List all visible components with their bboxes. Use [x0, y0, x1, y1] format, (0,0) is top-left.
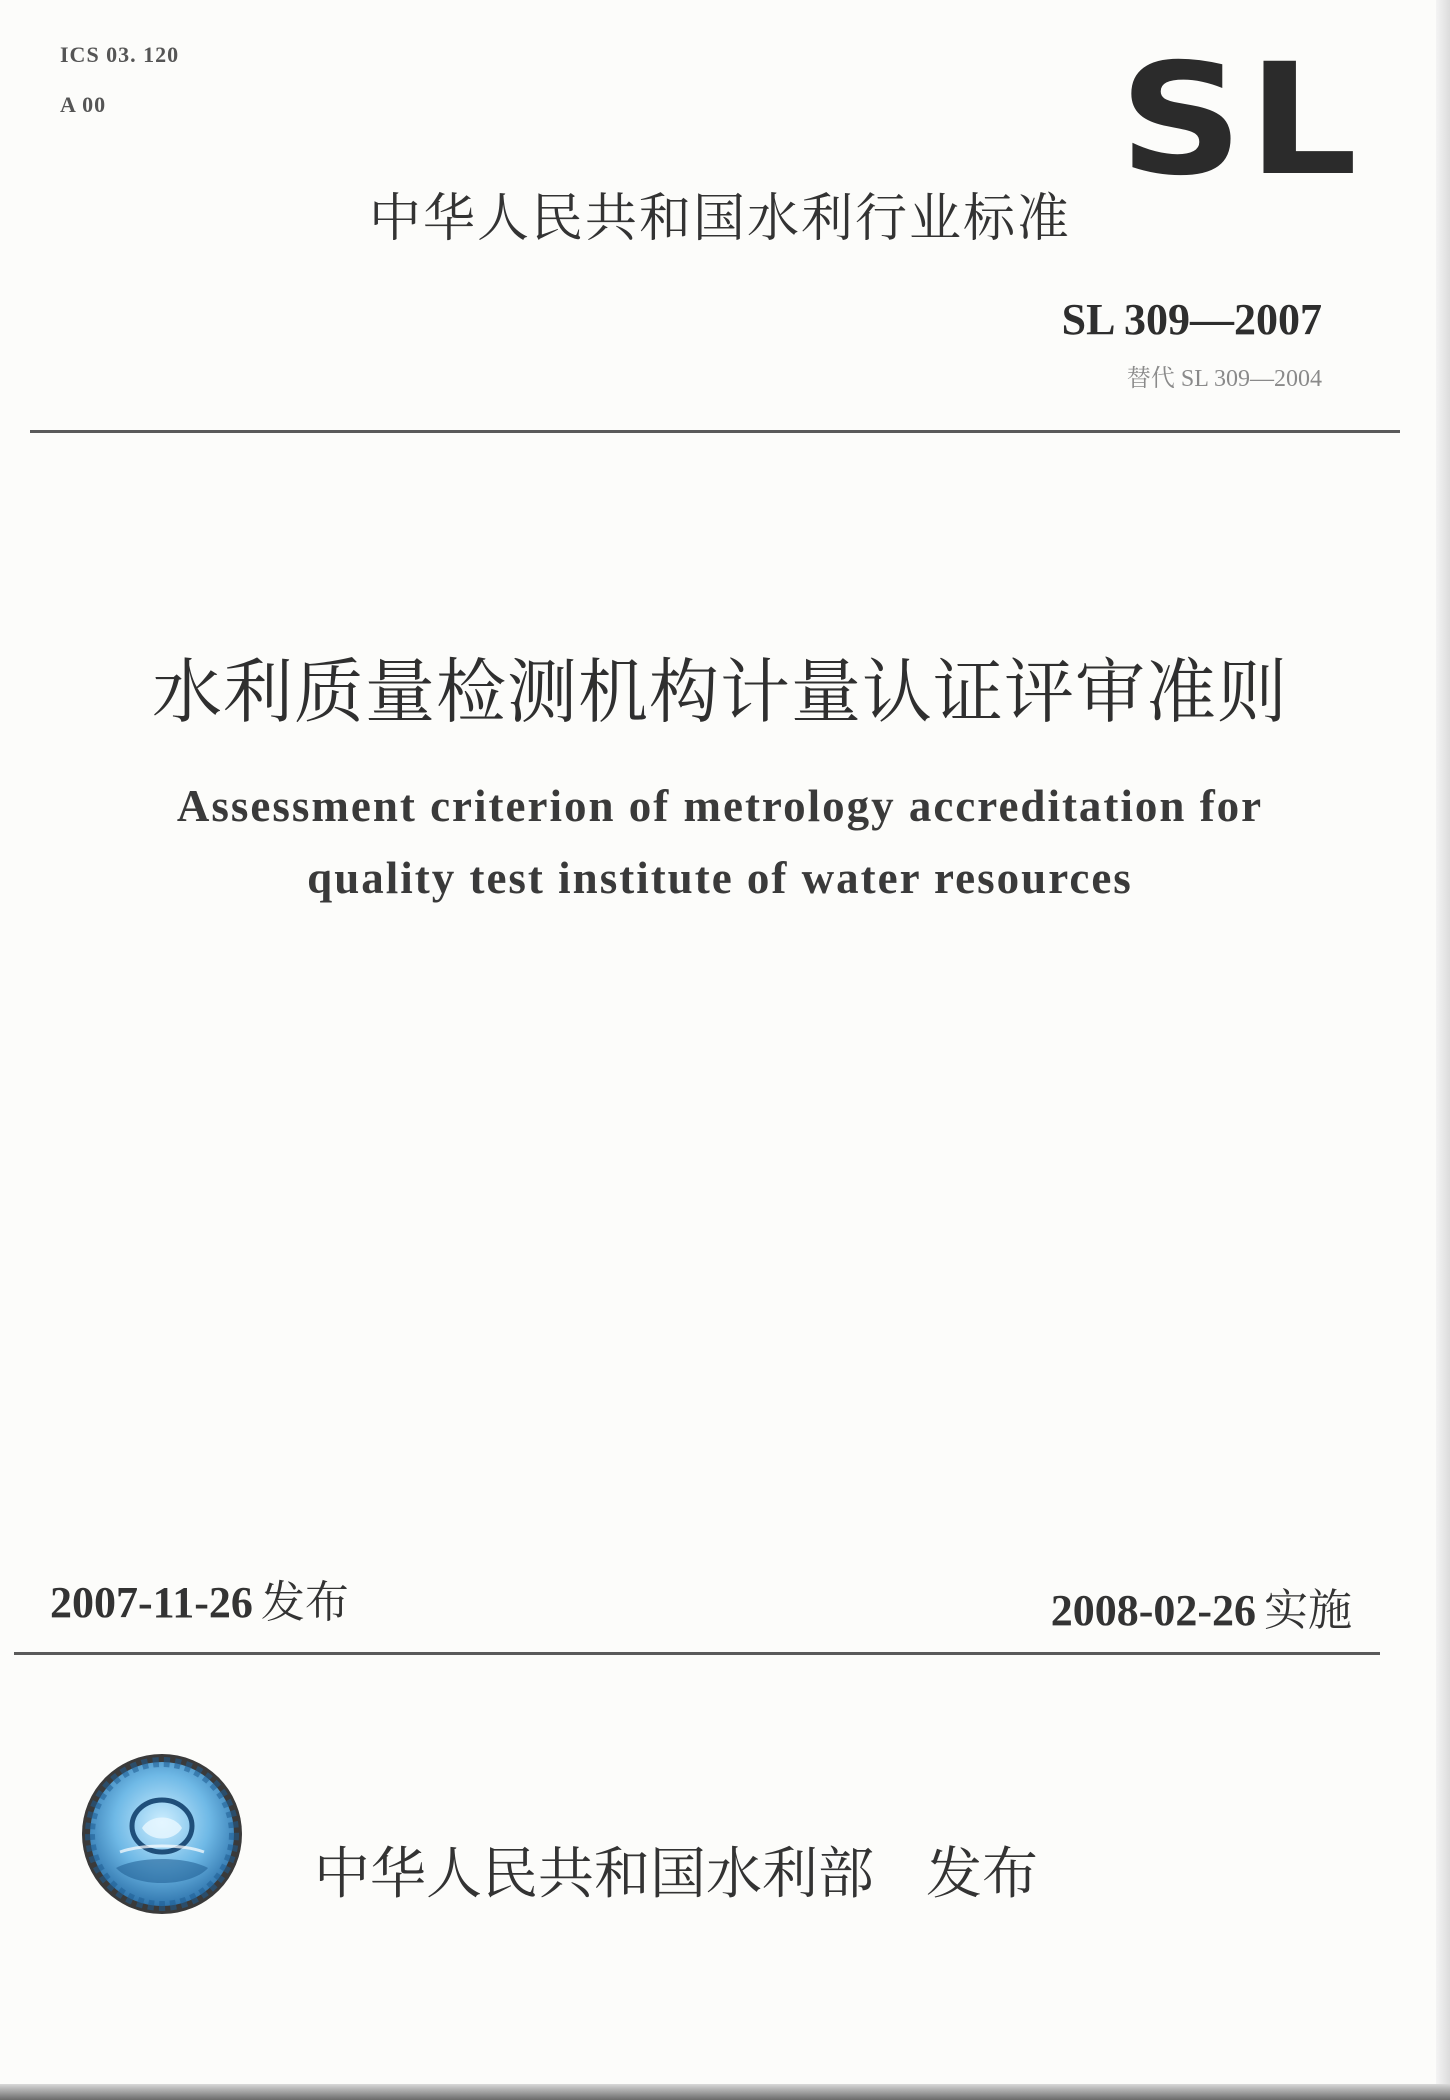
replaces-note: 替代 SL 309—2004: [1126, 366, 1322, 392]
bottom-divider: [14, 1652, 1380, 1655]
english-title-line-1: Assessment criterion of metrology accreditation for: [176, 781, 1264, 831]
ics-code: ICS 03. 120: [60, 42, 180, 67]
top-divider: [30, 430, 1400, 433]
implementation-label: 实施: [1264, 1585, 1352, 1636]
issue-date-line: [50, 1566, 349, 1630]
implementation-date-line: [1051, 1574, 1352, 1638]
sl-logo: SL: [1118, 31, 1362, 210]
publisher-action: 发布: [926, 1842, 1038, 1907]
publisher-line: [314, 1830, 1038, 1910]
english-title-line-2: quality test institute of water resources: [307, 853, 1133, 903]
ministry-seal-icon: [80, 1752, 244, 1916]
scan-bottom-edge: [0, 2084, 1450, 2100]
standard-number: SL 309—2007: [1061, 295, 1322, 344]
implementation-date: 2008-02-26: [1050, 1586, 1256, 1635]
issue-date: 2007-11-26: [50, 1578, 253, 1627]
publisher-name: 中华人民共和国水利部: [314, 1842, 874, 1907]
industry-standard-title: 中华人民共和国水利行业标准: [368, 189, 1071, 249]
scan-right-edge: [1436, 0, 1450, 2100]
issue-label: 发布: [260, 1577, 349, 1628]
chinese-title: 水利质量检测机构计量认证评审准则: [152, 651, 1288, 733]
ccs-code: A 00: [60, 92, 107, 117]
